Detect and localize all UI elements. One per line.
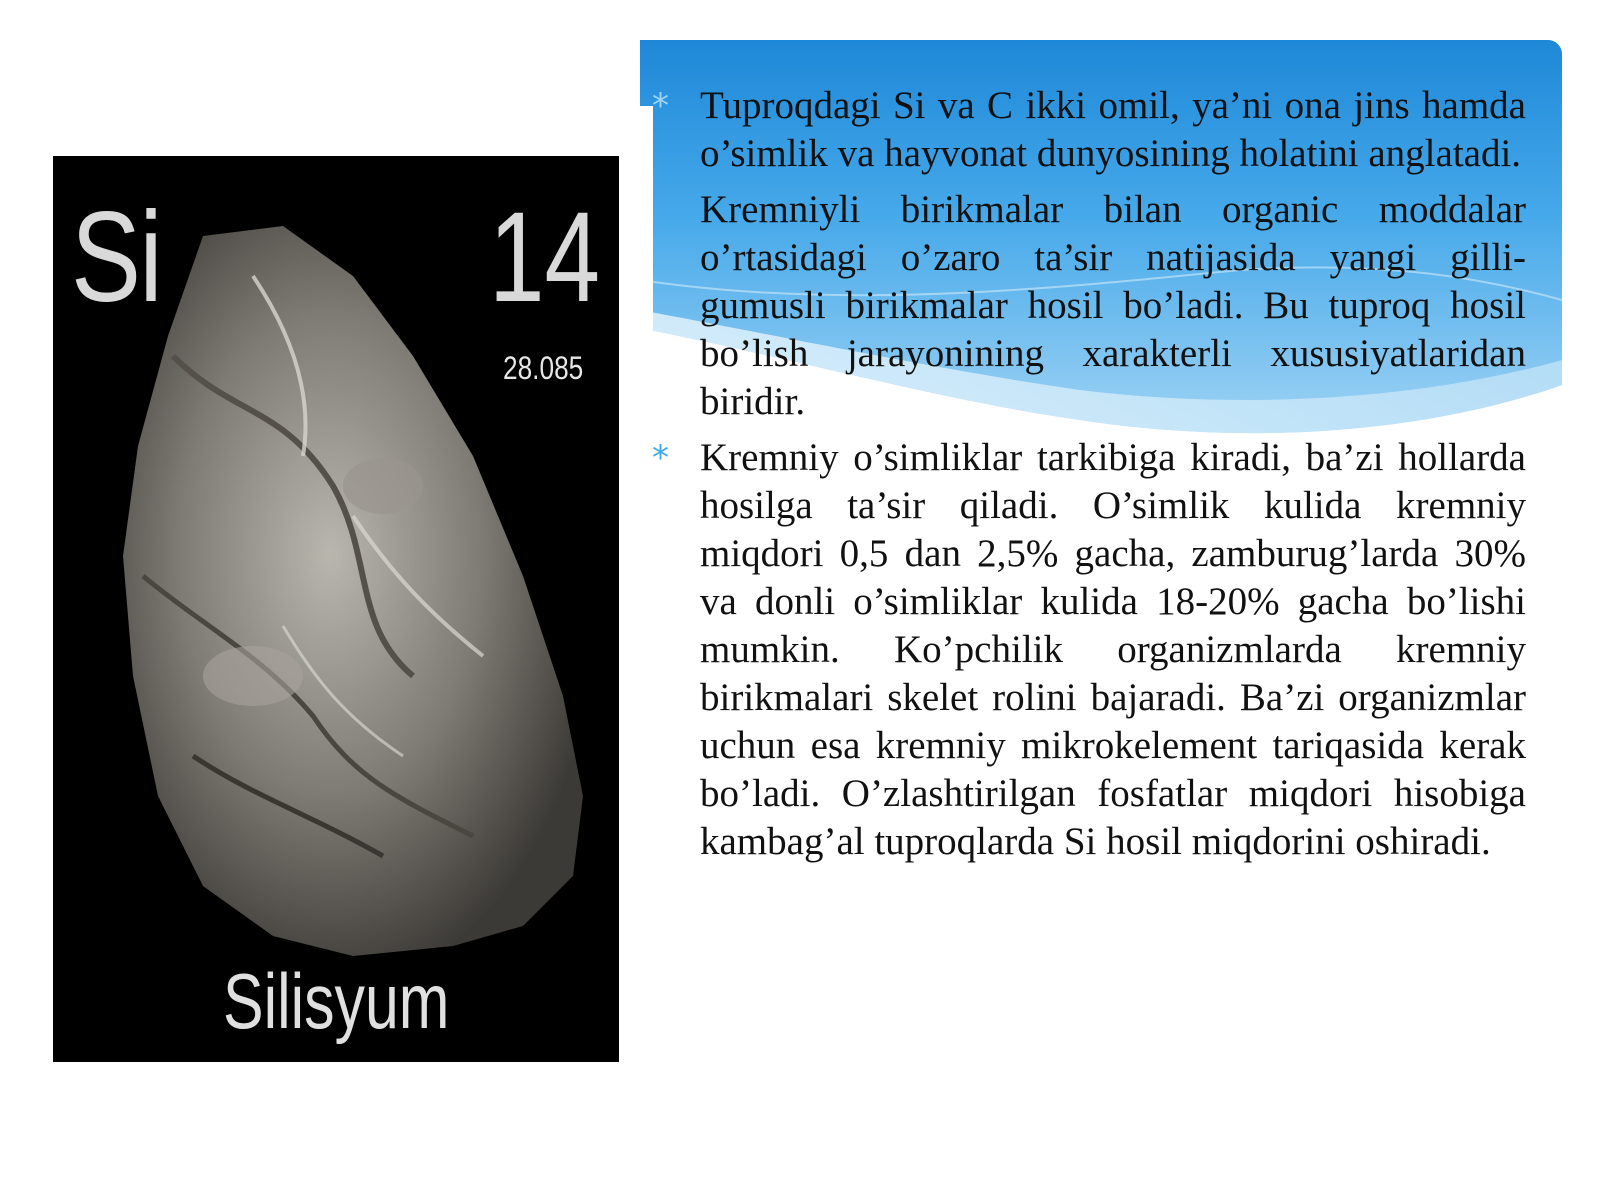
element-name: Silisyum (223, 957, 450, 1045)
content-text-area (652, 82, 1526, 874)
element-symbol: Si (71, 186, 162, 329)
paragraph-2 (652, 186, 1526, 426)
silicon-element-image (53, 156, 619, 1062)
paragraph-1 (652, 82, 1526, 178)
paragraph-text: Tuproqdagi Si va C ikki omil, ya’ni ona jins hamda o’simlik va hayvonat dunyosining holatini anglatadi. (700, 84, 1526, 175)
asterisk-bullet-icon: * (652, 438, 669, 478)
atomic-number: 14 (489, 186, 601, 329)
paragraph-text: Kremniy o’simliklar tarkibiga kiradi, ba’zi hollarda hosilga ta’sir qiladi. O’simlik kulida kremniy miqdori 0,5 dan 2,5% gacha, zamburug’larda 30% va donli o’simliklar kulida 18-20% gacha bo’lishi mumkin. Ko’pchilik organizmlarda kremniy birikmalari skelet rolini bajaradi. Ba’zi organizmlar uchun esa kremniy mikrokelement tariqasida kerak bo’ladi. O’zlashtirilgan fosfatlar miqdori hisobiga kambag’al tuproqlarda Si hosil miqdorini oshiradi. (700, 436, 1526, 863)
asterisk-bullet-icon: * (652, 86, 669, 126)
paragraph-3 (652, 434, 1526, 866)
paragraph-text: Kremniyli birikmalar bilan organic moddalar o’rtasidagi o’zaro ta’sir natijasida yangi gilli-gumusli birikmalar hosil bo’ladi. Bu tuproq hosil bo’lish jarayonining xarakterli xususiyatlaridan biridir. (700, 188, 1526, 423)
atomic-mass: 28.085 (503, 350, 584, 386)
